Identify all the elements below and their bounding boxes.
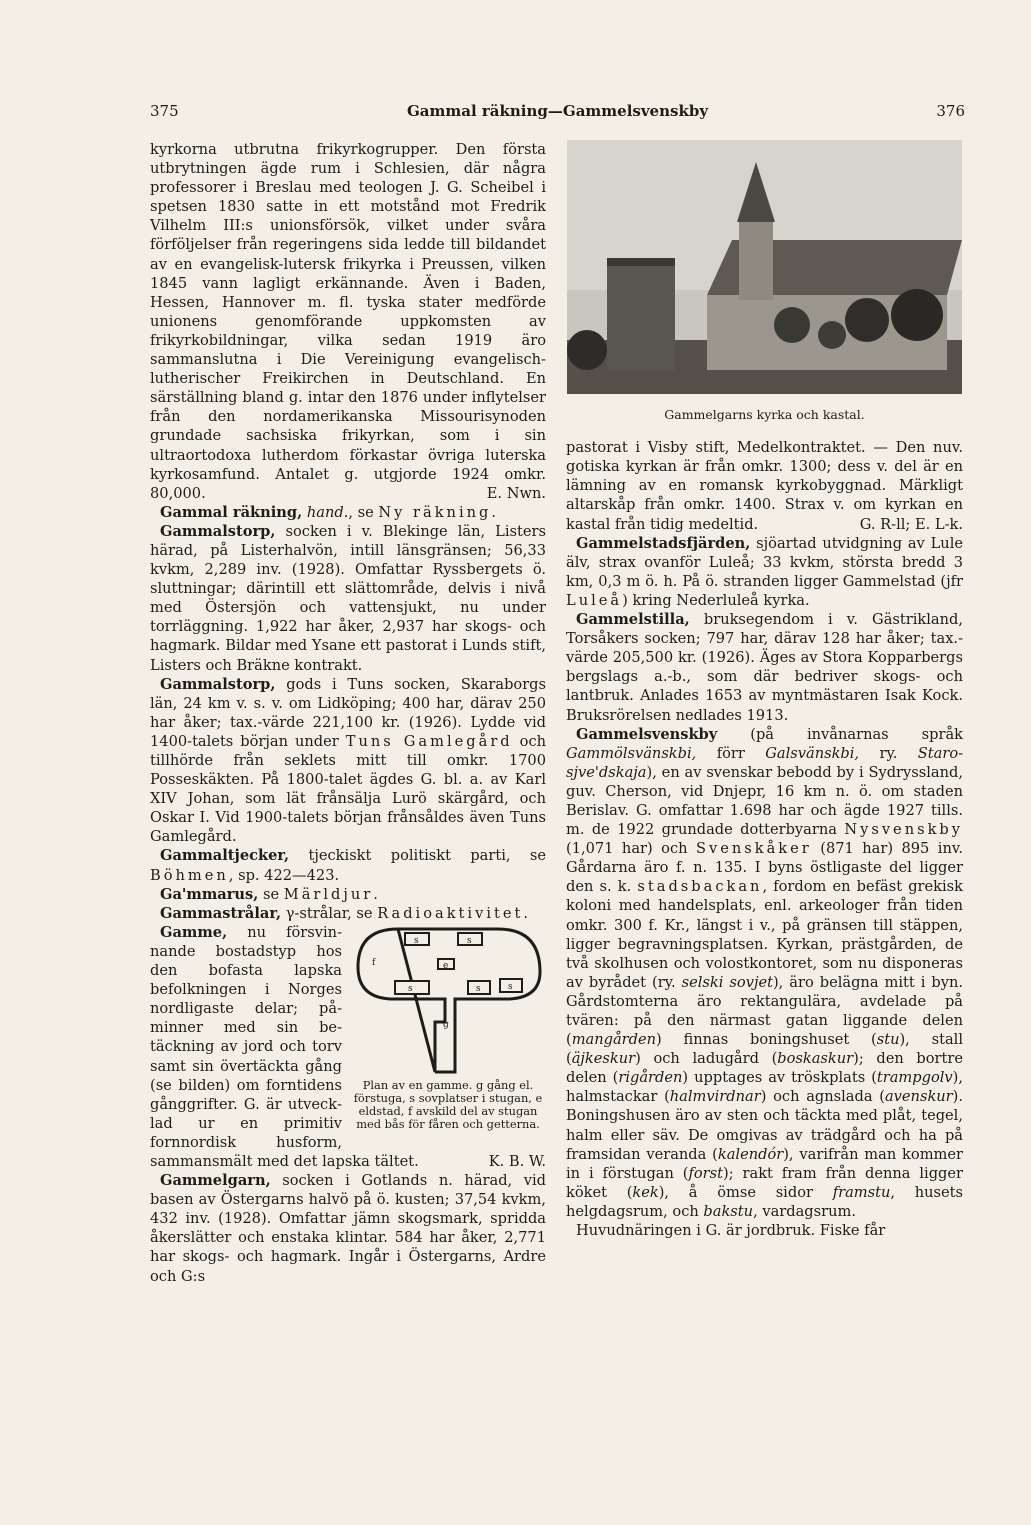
plan-label-s: s [408, 983, 413, 994]
entry-gammelstilla: Gammelstilla, bruksegendom i v. Gästrikland, Torsåkers socken; 797 har, därav 128 har åker; tax.-värde 205,500 kr. (1926). Äges av Stora Kopparbergs bergslags a.-b., som där bedriver skogs- och lantbruk. Anlades 1653 av myntmästaren Isak Kock. Bruksrörelsen nedlades 1913. [566, 611, 963, 724]
entry-gammarus: Ga'mmarus, se Märldjur. [160, 885, 378, 903]
figure-caption: Plan av en gamme. g gång el. förstuga, s sovplatser i stugan, e eldstad, f avskild del av stugan med bås för fåren och getterna. [353, 1077, 543, 1131]
entry-gammalstorp-gods: Gammalstorp, gods i Tuns socken, Skaraborgs län, 24 km v. s. v. om Lidköping; 400 har, därav 250 har åker; tax.-värde 221,100 kr. (1926). Lydde vid 1400-talets början under Tuns Gamlegård och tillhörde från seklets mitt till omkr. 1700 Posseskäkten. På 1800-talet ägdes G. bl. a. av Karl XIV Johan, som lät frånsälja Lurö skärgård, och Oskar I. Vid 1900-talets början frånsåldes även Tuns Gamlegård. [150, 675, 547, 846]
plan-label-e: e [443, 960, 449, 971]
running-title: Gammal räkning—Gammelsvenskby [406, 102, 709, 120]
plan-label-s: s [508, 981, 513, 992]
plan-label-s: s [414, 935, 419, 946]
entry-gammelgarn-continued: pastorat i Visby stift, Medelkontraktet. — Den nuv. gotiska kyrkan är från omkr. 1300; dess v. del är en lämning av en romansk kyrkobyggnad. Märkligt altarskåp från omkr. 1400. Strax v. om kyrkan en kastal från tidig medeltid. G. R-ll; E. L-k. [566, 439, 963, 533]
entry-gamme: Gamme, nu försvinnande bostadstyp hos den bofasta lapska befolkningen i Norges nordligaste delar; påminner med sin betäckning av jord och torv samt sin övertäckta gång (se bilden) om forntidens gånggrifter. G. är utvecklad ur en primitiv fornnordisk husform, sammansmält med det lapska tältet. K. B. W. [150, 923, 546, 1170]
cross-reference: Luleå [566, 591, 623, 609]
entry-gammelsvenskby: Gammelsvenskby (på invånarnas språk Gammölsvänskbi, förr Galsvänskbi, ry. Starosjve'dskaja), en av svenskar bebodd by i Sydryssland, guv. Cherson, vid Dnjepr, 16 km n. ö. om staden Berislav. G. omfattar 1.698 har och ägde 1927 tills. m. de 1922 grundade dotterbyarna Nysvenskby (1,071 har) och Svenskåker (871 har) 895 inv. Gårdarna äro f. n. 135. I byns östligaste del ligger den s. k. stadsbackan, fordom en befäst grekisk koloni med handelsplats, enl. arkeologer från tiden omkr. 300 f. Kr., längst i v., på gränsen till stäppen, ligger begravningsplatsen. Kyrkan, prästgården, de två skolhusen och volostkontoret, som nu disponeras av byrådet (ry. selski sovjet), äro belägna mitt i byn. Gårdstomterna äro rektangulära, avdelade på tvären: på den närmast gatan liggande delen (mangården) finnas boningshuset (stu), stall (äjkeskur) och ladugård (boskaskur); den bortre delen (rigården) upptages av tröskplats (trampgolv), halmstackar (halmvirdnar) och agnslada (avenskur). Boningshusen äro av sten och täckta med plåt, tegel, halm eller säv. De omgivas av trädgård och ha på framsidan veranda (kalendór), varifrån man kommer in i förstugan (forst); rakt fram från denna ligger köket (kek), å ömse sidor framstu, husets helgdagsrum, och bakstu, vardagsrum. [566, 725, 964, 1220]
church-photo [567, 140, 962, 394]
gamme-floor-plan [350, 927, 546, 1075]
author-signature: G. R-ll; E. L-k. [859, 515, 963, 533]
headword: Ga'mmarus, [160, 885, 259, 903]
article-continuation: kyrkorna utbrutna frikyrkogrupper. Den första utbrytningen ägde rum i Schlesien, där några professorer i Breslau med teologen J. G. Scheibel i spetsen 1830 satte in ett motstånd mot Fredrik Vilhelm III:s unionsförsök, vilket under svåra förföljelser från regeringens sida ledde till bildandet av en evangelisk-lutersk frikyrka i Preussen, vilken 1845 vann lagligt erkännande. Även i Baden, Hessen, Hannover m. fl. tyska stater medförde unionens genomförande uppkomsten av frikyrkobildningar, vilka sedan 1919 äro sammanslutna i Die Vereinigung evangelisch-lutherischer Freikirchen in Deutschland. En särställning bland g. intar den 1876 under inflytelser från den nordamerikanska Missourisynoden grundade sachsiska frikyrkan, som i sin ultraortodoxa lutherdom förkastar övriga luterska kyrkosamfund. Antalet g. utgjorde 1924 omkr. 80,000. E. Nwn. [150, 141, 546, 502]
photo-caption: Gammelgarns kyrka och kastal. [664, 407, 865, 423]
headword: Gammelgarn, [160, 1172, 271, 1190]
headword: Gammaltjecker, [160, 847, 290, 865]
headword: Gammalstorp, [160, 522, 276, 540]
plan-label-s: s [476, 983, 481, 994]
plan-label-s: s [467, 935, 472, 946]
headword: Gammal räkning, [160, 503, 303, 521]
entry-gammelstadsfjarden: Gammelstadsfjärden, sjöartad utvidgning av Lule älv, strax ovanför Luleå; 33 kvkm, största bredd 3 km, 0,3 m ö. h. På ö. stranden ligger Gammelstad (jfr Luleå) kring Nederluleå kyrka. [566, 534, 963, 609]
headword: Gammelstadsfjärden, [576, 534, 751, 552]
cross-reference: Nysvenskby [844, 821, 964, 839]
left-column [150, 140, 546, 1286]
author-signature: E. Nwn. [486, 484, 546, 502]
headword: Gamme, [160, 923, 228, 941]
headword: Gammastrålar, [160, 904, 282, 922]
entry-gammastralar: Gammastrålar, γ-strålar, se Radioaktivitet. [160, 904, 529, 922]
cross-reference: Radioaktivitet [377, 904, 524, 922]
entry-gammelsvenskby-continued: Huvudnäringen i G. är jordbruk. Fiske får [576, 1222, 886, 1240]
author-signature: K. B. W. [488, 1152, 546, 1170]
headword: Gammalstorp, [160, 675, 276, 693]
cross-reference: Ny räkning [378, 503, 492, 521]
page-number-right: 376 [936, 102, 965, 120]
page-header [150, 102, 965, 124]
page-number-left: 375 [150, 102, 179, 120]
plan-label-g: g [443, 1019, 449, 1030]
right-column [566, 140, 963, 1240]
entry-gammelgarn: Gammelgarn, socken i Gotlands n. härad, vid basen av Östergarns halvö på ö. kusten; 37,54 kvkm, 432 inv. (1928). Omfattar jämn skogsmark, spridda åkerslätter och enstaka klintar. 584 har åker, 2,771 har skogs- och hagmark. Ingår i Östergarns, Ardre och G:s [150, 1172, 546, 1285]
entry-gammal-rakning: Gammal räkning, hand., se Ny räkning. [160, 503, 496, 521]
plan-label-f: f [372, 957, 376, 968]
cross-reference: Märldjur [283, 885, 374, 903]
entry-gammalstorp-socken: Gammalstorp, socken i v. Blekinge län, Listers härad, på Listerhalvön, intill länsgränsen; 56,33 kvkm, 2,289 inv. (1928). Omfattar Ryssbergets ö. sluttningar; därintill ett slättområde, delvis i nivå med Östersjön och vattensjukt, nu under torrläggning. 1,922 har åker, 2,937 har skogs- och hagmark. Bildar med Ysane ett pastorat i Lunds stift, Listers och Bräkne kontrakt. [150, 522, 546, 674]
cross-reference: Böhmen [150, 866, 229, 884]
headword: Gammelstilla, [576, 611, 690, 629]
cross-reference: Svenskåker [696, 840, 812, 858]
entry-gammaltjecker: Gammaltjecker, tjeckiskt politiskt parti, se Böhmen, sp. 422—423. [150, 847, 546, 884]
gamme-plan-figure [350, 927, 546, 1131]
headword: Gammelsvenskby [576, 725, 718, 743]
cross-reference: Tuns Gamlegård [345, 732, 513, 750]
